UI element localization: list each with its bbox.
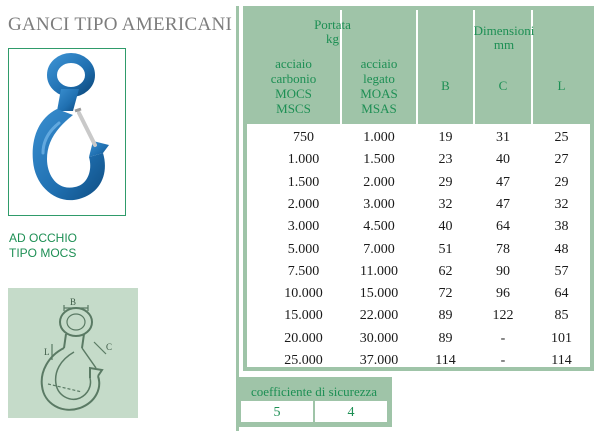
- cell-dim-c: 90: [496, 263, 510, 279]
- cell-dim-c: 64: [496, 219, 510, 235]
- table-row: [247, 150, 590, 170]
- cell-dim-l: 48: [554, 241, 569, 257]
- cell-portata-carbonio: 20.000: [284, 330, 323, 346]
- cell-dim-l: 57: [554, 263, 569, 279]
- dimension-drawing: [8, 288, 138, 418]
- cell-dim-l: 32: [554, 196, 569, 212]
- cell-portata-legato: 2.000: [363, 174, 395, 190]
- cell-dim-l: 38: [554, 219, 569, 235]
- hook-photo: [8, 48, 126, 216]
- table-row: [247, 217, 590, 237]
- cell-portata-carbonio: 10.000: [284, 286, 323, 302]
- cell-dim-c: 40: [496, 152, 510, 168]
- cell-portata-legato: 1.000: [363, 130, 395, 145]
- cell-dim-l: 25: [554, 130, 569, 145]
- cell-dim-b: 23: [438, 152, 453, 168]
- table-row: [247, 173, 590, 193]
- cell-dim-l: 29: [554, 174, 569, 190]
- cell-portata-legato: 11.000: [360, 263, 398, 279]
- header-b: B: [441, 78, 450, 93]
- header-c: C: [498, 78, 508, 93]
- safety-coefficient: [236, 377, 392, 427]
- table-row: [247, 284, 590, 304]
- cell-portata-legato: 3.000: [363, 196, 395, 212]
- cell-dim-l: 101: [551, 330, 572, 346]
- table-row: [247, 195, 590, 215]
- eye-hook-illustration: [9, 49, 127, 217]
- header-acciaio-carbonio: acciaio carbonio MOCS MSCS: [270, 56, 317, 116]
- photo-caption: [9, 231, 77, 261]
- cell-dim-c: -: [500, 353, 506, 368]
- cell-dim-b: 89: [438, 308, 453, 324]
- header-l: L: [557, 78, 566, 93]
- cell-portata-legato: 37.000: [359, 353, 399, 368]
- cell-dim-l: 64: [554, 286, 569, 302]
- dim-label-l: L: [44, 347, 50, 357]
- table-row: [247, 306, 590, 326]
- cell-portata-carbonio: 15.000: [284, 308, 323, 324]
- header-acciaio-legato: acciaio legato MOAS MSAS: [360, 56, 398, 116]
- hook-drawing: [8, 288, 138, 418]
- cell-portata-legato: 22.000: [359, 308, 399, 324]
- cell-portata-legato: 1.500: [363, 152, 395, 168]
- cell-portata-carbonio: 750: [293, 130, 314, 145]
- cell-portata-legato: 30.000: [359, 330, 399, 346]
- cell-portata-carbonio: 3.000: [287, 219, 320, 235]
- cell-dim-c: -: [500, 330, 506, 346]
- cell-dim-b: 89: [438, 330, 453, 346]
- cell-dim-b: 19: [438, 130, 453, 145]
- caption-line-2: TIPO MOCS: [9, 246, 77, 260]
- cell-portata-legato: 15.000: [359, 286, 399, 302]
- cell-portata-legato: 4.500: [363, 219, 395, 235]
- table-row: [247, 128, 590, 148]
- cell-dim-b: 51: [438, 241, 453, 257]
- cell-dim-c: 96: [496, 286, 510, 302]
- cell-dim-c: 31: [496, 130, 510, 145]
- cell-dim-b: 29: [438, 174, 453, 190]
- dim-label-b: B: [70, 297, 77, 307]
- cell-portata-legato: 7.000: [363, 241, 395, 257]
- cell-dim-c: 122: [492, 308, 514, 324]
- divider-rule: [236, 6, 239, 431]
- specs-table: [243, 6, 594, 371]
- cell-dim-c: 47: [496, 174, 510, 190]
- page-title: GANCI TIPO AMERICANI: [8, 14, 233, 35]
- cell-dim-c: 47: [496, 196, 510, 212]
- safety-coefficient-title: coefficiente di sicurezza: [241, 382, 387, 401]
- table-row: [247, 262, 590, 282]
- cell-dim-c: 78: [496, 241, 510, 257]
- cell-portata-carbonio: 1.000: [287, 152, 320, 168]
- cell-dim-b: 32: [438, 196, 453, 212]
- cell-portata-carbonio: 5.000: [287, 241, 320, 257]
- cell-dim-b: 114: [435, 353, 456, 368]
- cell-dim-l: 27: [554, 152, 569, 168]
- cell-portata-carbonio: 1.500: [287, 174, 320, 190]
- cell-dim-l: 114: [551, 353, 572, 368]
- caption-line-1: AD OCCHIO: [9, 231, 78, 245]
- header-portata: Portata kg: [314, 17, 351, 46]
- cell-portata-carbonio: 25.000: [284, 353, 323, 368]
- cell-dim-b: 40: [438, 219, 453, 235]
- header-dimensioni: Dimensioni mm: [473, 23, 535, 52]
- cell-portata-carbonio: 7.500: [287, 263, 320, 279]
- table-row: [247, 240, 590, 260]
- cell-dim-b: 62: [438, 263, 453, 279]
- safety-coefficient-carbonio: 5: [273, 405, 281, 420]
- safety-coefficient-legato: 4: [347, 405, 355, 420]
- table-row: [247, 329, 590, 349]
- table-row: [247, 351, 590, 371]
- cell-dim-l: 85: [554, 308, 569, 324]
- dim-label-c: C: [106, 342, 113, 352]
- cell-dim-b: 72: [438, 286, 453, 302]
- cell-portata-carbonio: 2.000: [287, 196, 320, 212]
